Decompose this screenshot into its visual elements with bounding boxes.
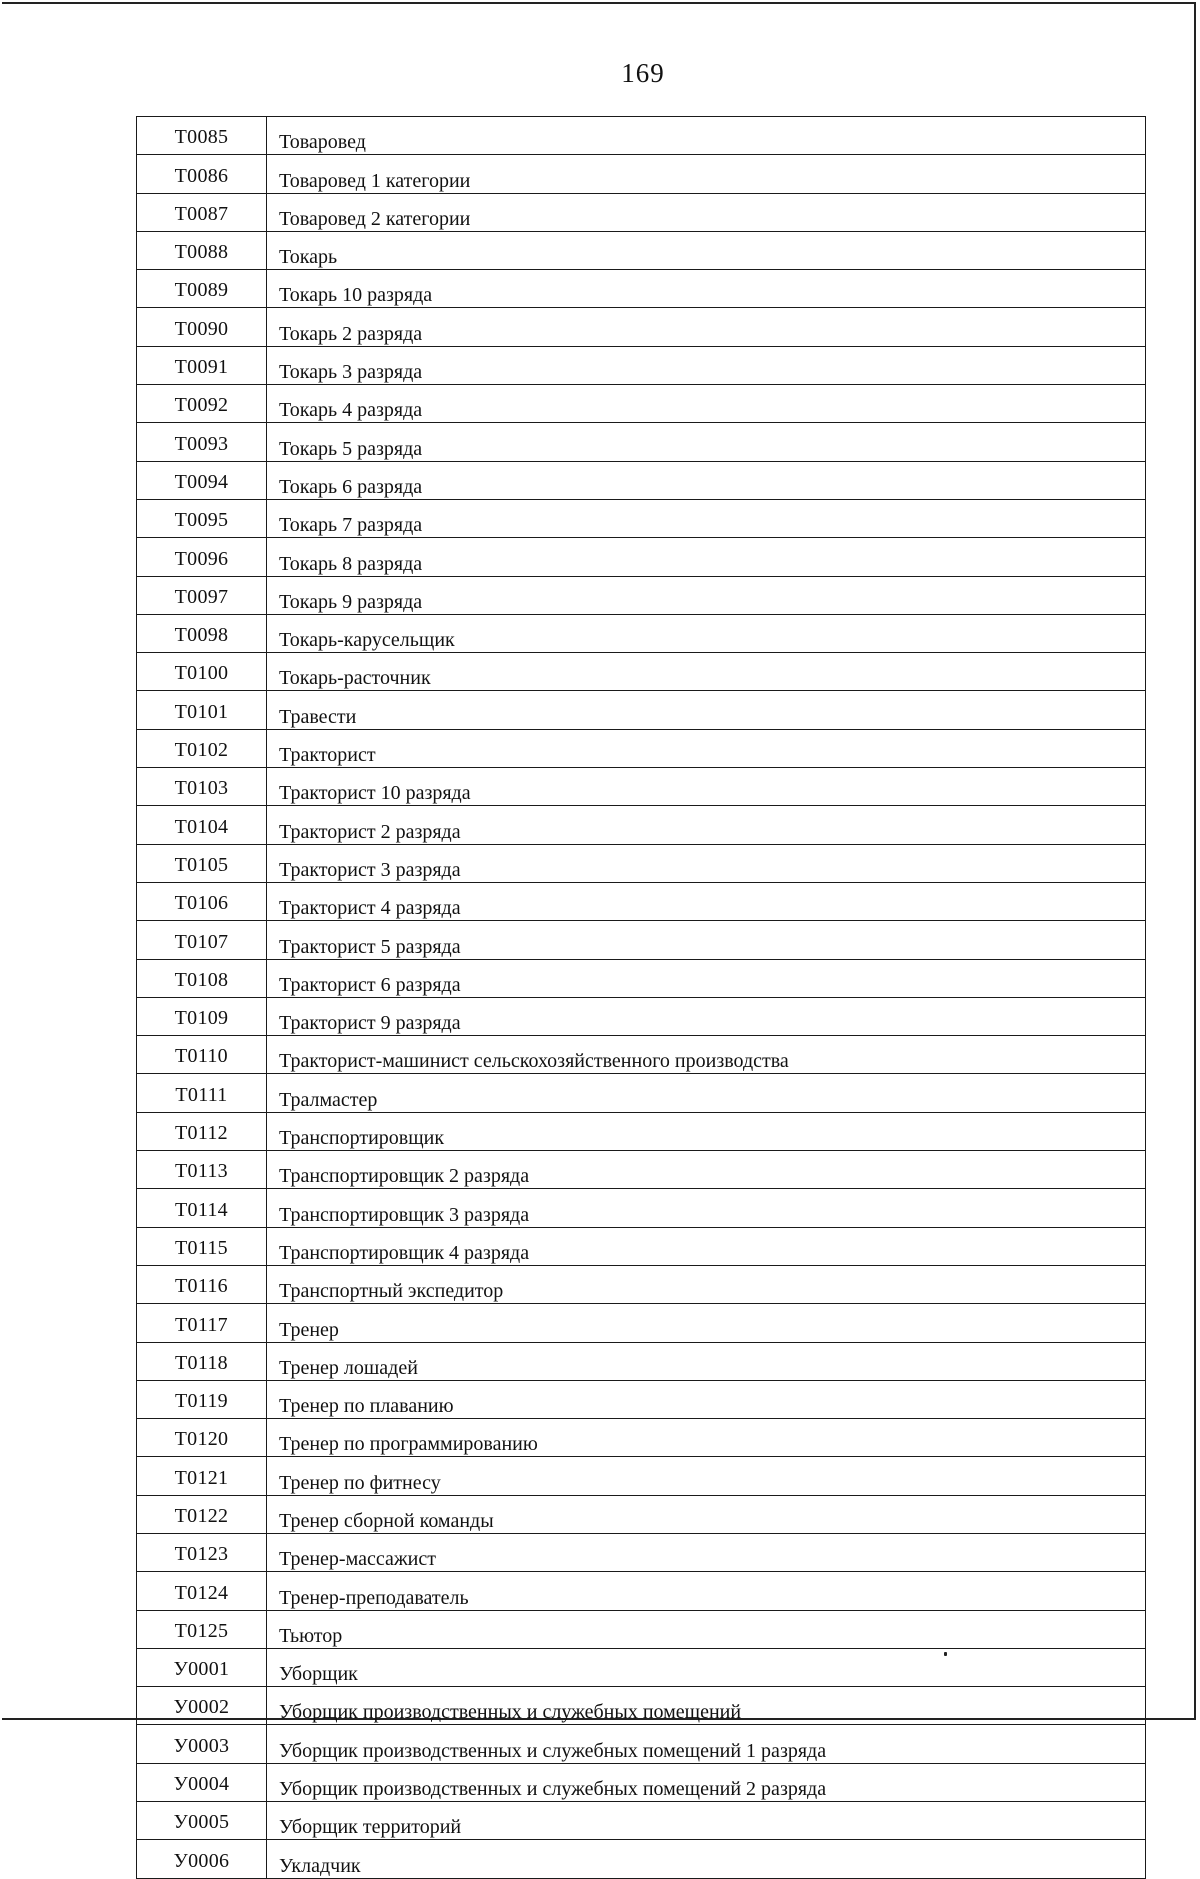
scan-speck xyxy=(944,1652,947,1656)
table-row xyxy=(137,691,1146,729)
table-row xyxy=(137,1725,1146,1763)
table-row xyxy=(137,1840,1146,1878)
table-row xyxy=(137,768,1146,806)
profession-name-cell: Тренер xyxy=(267,1304,1146,1342)
table-row xyxy=(137,806,1146,844)
profession-name-cell: Токарь 9 разряда xyxy=(267,576,1146,614)
table-row xyxy=(137,1763,1146,1801)
profession-code-cell: Т0113 xyxy=(137,1151,267,1189)
profession-name-cell: Токарь 2 разряда xyxy=(267,308,1146,346)
profession-name-cell: Токарь 10 разряда xyxy=(267,270,1146,308)
profession-code-cell: Т0087 xyxy=(137,193,267,231)
profession-name-cell: Уборщик xyxy=(267,1648,1146,1686)
profession-name-cell: Токарь xyxy=(267,231,1146,269)
profession-name-cell: Тренер по программированию xyxy=(267,1419,1146,1457)
profession-code-cell: Т0096 xyxy=(137,538,267,576)
profession-code-cell: Т0109 xyxy=(137,997,267,1035)
table-row xyxy=(137,1572,1146,1610)
profession-name-cell: Уборщик производственных и служебных помещений 2 разряда xyxy=(267,1763,1146,1801)
table-row xyxy=(137,346,1146,384)
profession-name-cell: Токарь 4 разряда xyxy=(267,385,1146,423)
profession-code-cell: Т0090 xyxy=(137,308,267,346)
table-row xyxy=(137,385,1146,423)
table-row xyxy=(137,1419,1146,1457)
profession-name-cell: Уборщик производственных и служебных помещений 1 разряда xyxy=(267,1725,1146,1763)
profession-name-cell: Тренер по фитнесу xyxy=(267,1457,1146,1495)
profession-name-cell: Укладчик xyxy=(267,1840,1146,1878)
profession-code-cell: Т0098 xyxy=(137,614,267,652)
profession-name-cell: Тракторист 9 разряда xyxy=(267,997,1146,1035)
table-row xyxy=(137,117,1146,155)
profession-name-cell: Товаровед xyxy=(267,117,1146,155)
profession-code-cell: Т0103 xyxy=(137,768,267,806)
profession-name-cell: Тракторист 2 разряда xyxy=(267,806,1146,844)
table-row xyxy=(137,1457,1146,1495)
profession-name-cell: Уборщик территорий xyxy=(267,1802,1146,1840)
profession-code-cell: У0006 xyxy=(137,1840,267,1878)
table-row xyxy=(137,1112,1146,1150)
profession-code-cell: Т0085 xyxy=(137,117,267,155)
table-row xyxy=(137,270,1146,308)
table-row xyxy=(137,576,1146,614)
profession-name-cell: Тренер лошадей xyxy=(267,1342,1146,1380)
profession-name-cell: Травести xyxy=(267,691,1146,729)
profession-name-cell: Токарь 8 разряда xyxy=(267,538,1146,576)
table-row xyxy=(137,921,1146,959)
table-row xyxy=(137,729,1146,767)
profession-code-cell: Т0104 xyxy=(137,806,267,844)
profession-code-cell: Т0091 xyxy=(137,346,267,384)
table-row xyxy=(137,1036,1146,1074)
table-row xyxy=(137,882,1146,920)
profession-code-cell: Т0119 xyxy=(137,1380,267,1418)
profession-name-cell: Тренер по плаванию xyxy=(267,1380,1146,1418)
profession-code-cell: Т0125 xyxy=(137,1610,267,1648)
profession-name-cell: Уборщик производственных и служебных помещений xyxy=(267,1687,1146,1725)
profession-code-cell: Т0105 xyxy=(137,844,267,882)
table-row xyxy=(137,499,1146,537)
profession-name-cell: Тьютор xyxy=(267,1610,1146,1648)
profession-code-cell: У0004 xyxy=(137,1763,267,1801)
profession-code-cell: Т0112 xyxy=(137,1112,267,1150)
profession-name-cell: Транспортировщик 2 разряда xyxy=(267,1151,1146,1189)
profession-code-cell: Т0122 xyxy=(137,1495,267,1533)
profession-name-cell: Тракторист 4 разряда xyxy=(267,882,1146,920)
profession-code-cell: У0001 xyxy=(137,1648,267,1686)
profession-code-cell: Т0092 xyxy=(137,385,267,423)
table-row xyxy=(137,614,1146,652)
profession-code-cell: Т0123 xyxy=(137,1533,267,1571)
profession-code-cell: Т0089 xyxy=(137,270,267,308)
table-row xyxy=(137,1802,1146,1840)
profession-code-cell: Т0088 xyxy=(137,231,267,269)
profession-code-cell: Т0106 xyxy=(137,882,267,920)
profession-code-cell: Т0093 xyxy=(137,423,267,461)
table-row xyxy=(137,653,1146,691)
profession-name-cell: Транспортный экспедитор xyxy=(267,1265,1146,1303)
profession-name-cell: Тракторист-машинист сельскохозяйственного производства xyxy=(267,1036,1146,1074)
profession-code-cell: Т0116 xyxy=(137,1265,267,1303)
table-row xyxy=(137,308,1146,346)
profession-name-cell: Тракторист 10 разряда xyxy=(267,768,1146,806)
table-body xyxy=(137,117,1146,1879)
profession-code-cell: Т0086 xyxy=(137,155,267,193)
table-row xyxy=(137,1342,1146,1380)
table-row xyxy=(137,193,1146,231)
profession-code-cell: Т0114 xyxy=(137,1189,267,1227)
table-row xyxy=(137,1648,1146,1686)
profession-code-cell: У0002 xyxy=(137,1687,267,1725)
profession-name-cell: Токарь 6 разряда xyxy=(267,461,1146,499)
profession-code-cell: Т0095 xyxy=(137,499,267,537)
table-row xyxy=(137,155,1146,193)
profession-code-cell: Т0102 xyxy=(137,729,267,767)
table-row xyxy=(137,1265,1146,1303)
table-row xyxy=(137,423,1146,461)
profession-name-cell: Тренер сборной команды xyxy=(267,1495,1146,1533)
table-row xyxy=(137,959,1146,997)
table-row xyxy=(137,538,1146,576)
profession-name-cell: Транспортировщик 4 разряда xyxy=(267,1227,1146,1265)
profession-code-cell: У0003 xyxy=(137,1725,267,1763)
table-row xyxy=(137,1380,1146,1418)
profession-code-cell: Т0117 xyxy=(137,1304,267,1342)
profession-name-cell: Токарь 7 разряда xyxy=(267,499,1146,537)
profession-name-cell: Транспортировщик 3 разряда xyxy=(267,1189,1146,1227)
profession-name-cell: Тракторист 5 разряда xyxy=(267,921,1146,959)
table-row xyxy=(137,1304,1146,1342)
table-row xyxy=(137,461,1146,499)
profession-code-cell: У0005 xyxy=(137,1802,267,1840)
profession-name-cell: Токарь 3 разряда xyxy=(267,346,1146,384)
table-row xyxy=(137,1189,1146,1227)
profession-name-cell: Товаровед 2 категории xyxy=(267,193,1146,231)
profession-code-cell: Т0121 xyxy=(137,1457,267,1495)
table-row xyxy=(137,1687,1146,1725)
profession-name-cell: Товаровед 1 категории xyxy=(267,155,1146,193)
profession-name-cell: Токарь 5 разряда xyxy=(267,423,1146,461)
profession-name-cell: Тренер-преподаватель xyxy=(267,1572,1146,1610)
profession-code-cell: Т0118 xyxy=(137,1342,267,1380)
table-row xyxy=(137,231,1146,269)
table-row xyxy=(137,844,1146,882)
profession-code-cell: Т0108 xyxy=(137,959,267,997)
profession-code-cell: Т0107 xyxy=(137,921,267,959)
table-row xyxy=(137,997,1146,1035)
profession-code-cell: Т0111 xyxy=(137,1074,267,1112)
table-row xyxy=(137,1610,1146,1648)
profession-code-cell: Т0100 xyxy=(137,653,267,691)
profession-code-cell: Т0101 xyxy=(137,691,267,729)
profession-code-cell: Т0094 xyxy=(137,461,267,499)
profession-name-cell: Тралмастер xyxy=(267,1074,1146,1112)
profession-code-cell: Т0115 xyxy=(137,1227,267,1265)
profession-name-cell: Тракторист xyxy=(267,729,1146,767)
table-row xyxy=(137,1495,1146,1533)
table-row xyxy=(137,1227,1146,1265)
profession-code-cell: Т0124 xyxy=(137,1572,267,1610)
table-row xyxy=(137,1074,1146,1112)
profession-code-cell: Т0120 xyxy=(137,1419,267,1457)
profession-name-cell: Токарь-расточник xyxy=(267,653,1146,691)
profession-name-cell: Транспортировщик xyxy=(267,1112,1146,1150)
table-row xyxy=(137,1533,1146,1571)
page-number: 169 xyxy=(621,58,665,88)
profession-code-cell: Т0097 xyxy=(137,576,267,614)
profession-name-cell: Тракторист 3 разряда xyxy=(267,844,1146,882)
profession-code-cell: Т0110 xyxy=(137,1036,267,1074)
table-row xyxy=(137,1151,1146,1189)
profession-name-cell: Тракторист 6 разряда xyxy=(267,959,1146,997)
profession-name-cell: Тренер-массажист xyxy=(267,1533,1146,1571)
profession-table xyxy=(136,116,1146,1879)
profession-name-cell: Токарь-карусельщик xyxy=(267,614,1146,652)
